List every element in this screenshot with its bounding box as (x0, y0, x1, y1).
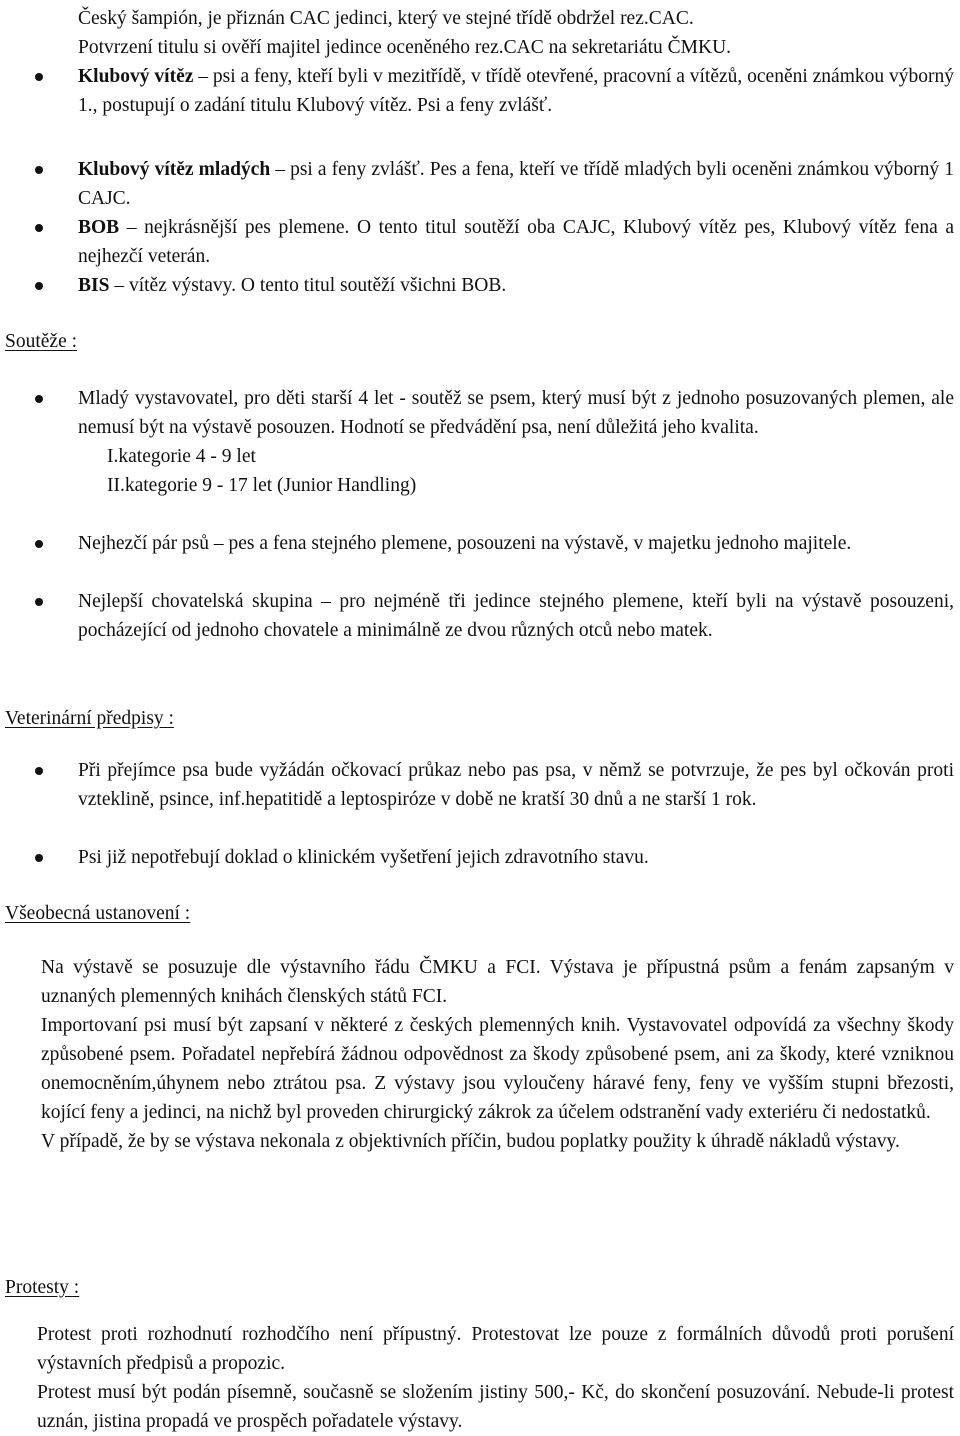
general-rules (41, 953, 954, 1156)
competition-junior-handler (78, 384, 954, 500)
general-para-2: Importovaní psi musí být zapsaní v některé z českých plemenných knih. Vystavovatel odpovídá za všechny škody způsobené psem. Pořadatel nepřebírá žádnou odpovědnost za škody způsobené psem, ani za škody, které vzniknou onemocněním,úhynem nebo ztrátou psa. Z výstavy jsou vyloučeny háravé feny, feny ve vyšším stupni březosti, kojící feny a jedinci, na nichž byl proveden chirurgický zákrok za účelem odstranění vady exteriéru či nedostatků. (41, 1015, 954, 1123)
bullet-icon (35, 854, 43, 862)
veterinary-examination: Psi již nepotřebují doklad o klinickém vyšetření jejich zdravotního stavu. (78, 847, 649, 868)
intro-line-2: Potvrzení titulu si ověří majitel jedince oceněného rez.CAC na sekretariátu ČMKU. (78, 37, 732, 58)
title-bis (78, 271, 954, 300)
junior-handler-text: Mladý vystavovatel, pro děti starší 4 let - soutěž se psem, který musí být z jednoho posuzovaných plemen, ale nemusí být na výstavě posouzen. Hodnotí se předvádění psa, není důležitá jeho kvalita. (78, 388, 954, 438)
bullet-icon (35, 395, 43, 403)
champion-note (78, 4, 954, 62)
protest-para-1: Protest proti rozhodnutí rozhodčího není přípustný. Protestovat lze pouze z formálních důvodů proti porušení výstavních předpisů a propozic. (37, 1324, 954, 1374)
junior-category-2: II.kategorie 9 - 17 let (Junior Handling) (107, 475, 417, 496)
bullet-icon (35, 166, 43, 174)
general-para-1: Na výstavě se posuzuje dle výstavního řádu ČMKU a FCI. Výstava je přípustná psům a fenám zapsaným v uznaných plemenných knihách členských států FCI. (41, 957, 954, 1007)
term-club-winner: Klubový vítěz (78, 66, 194, 87)
intro-line-1: Český šampión, je přiznán CAC jedinci, který ve stejné třídě obdržel rez.CAC. (78, 8, 694, 29)
heading-protests: Protesty : (5, 1277, 80, 1298)
competition-breeder-group: Nejlepší chovatelská skupina – pro nejméně tři jedince stejného plemene, kteří byli na výstavě posouzeni, pocházející od jednoho chovatele a minimálně ze dvou různých otců nebo matek. (78, 591, 954, 641)
bullet-icon (35, 767, 43, 775)
term-bob: BOB (78, 217, 120, 238)
bullet-icon (35, 540, 43, 548)
heading-general: Všeobecná ustanovení : (5, 903, 191, 924)
protest-rules (37, 1320, 954, 1436)
term-junior-club-winner: Klubový vítěz mladých (78, 159, 271, 180)
competition-best-pair: Nejhezčí pár psů – pes a fena stejného plemene, posouzeni na výstavě, v majetku jednoho majitele. (78, 533, 852, 554)
title-bob (78, 213, 954, 271)
general-para-3: V případě, že by se výstava nekonala z objektivních příčin, budou poplatky použity k úhradě nákladů výstavy. (41, 1131, 900, 1152)
bullet-icon (35, 598, 43, 606)
bullet-icon (35, 224, 43, 232)
protest-para-2: Protest musí být podán písemně, současně se složením jistiny 500,- Kč, do skončení posuzování. Nebude-li protest uznán, jistina propadá ve prospěch pořadatele výstavy. (37, 1382, 954, 1432)
desc-club-winner: – psi a feny, kteří byli v mezitřídě, v třídě otevřené, pracovní a vítězů, oceněni známkou výborný 1., postupují o zadání titulu Klubový vítěz. Psi a feny zvlášť. (78, 66, 954, 116)
desc-bob: – nejkrásnější pes plemene. O tento titul soutěží oba CAJC, Klubový vítěz pes, Klubový vítěz fena a nejhezčí veterán. (78, 217, 954, 267)
veterinary-vaccination: Při přejímce psa bude vyžádán očkovací průkaz nebo pas psa, v němž se potvrzuje, že pes byl očkován proti vzteklině, psince, inf.hepatitidě a leptospiróze v době ne kratší 30 dnů a ne starší 1 rok. (78, 760, 954, 810)
bullet-icon (35, 282, 43, 290)
heading-veterinary: Veterinární předpisy : (5, 708, 174, 729)
desc-junior-club-winner: – psi a feny zvlášť. Pes a fena, kteří ve třídě mladých byli oceněni známkou výborný 1 CAJC. (78, 159, 954, 209)
bullet-icon (35, 73, 43, 81)
title-club-winner (78, 62, 954, 120)
term-bis: BIS (78, 275, 110, 296)
junior-category-1: I.kategorie 4 - 9 let (107, 446, 256, 467)
heading-competitions: Soutěže : (5, 331, 78, 352)
desc-bis: – vítěz výstavy. O tento titul soutěží všichni BOB. (109, 275, 507, 296)
title-junior-club-winner (78, 155, 954, 213)
